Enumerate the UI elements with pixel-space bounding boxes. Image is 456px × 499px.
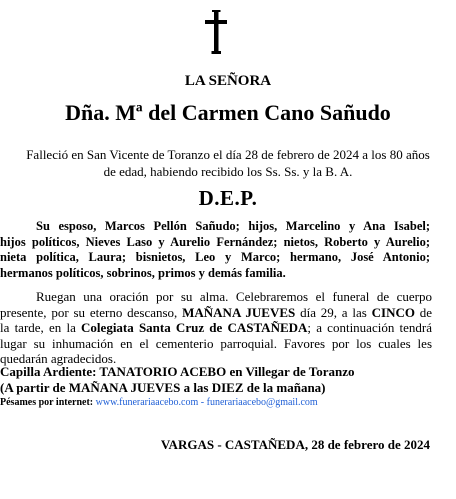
funeral-day: MAÑANA JUEVES [182,304,296,320]
website-link[interactable]: www.funerariaacebo.com [95,397,199,408]
prayer-line: presente, por su eterno descanso, MAÑANA JUEVES día 29, a las CINCO de [0,304,433,320]
death-line: de edad, habiendo recibido los Ss. Ss. y la B. A. [103,164,353,179]
prayer-line: Ruegan una oración por su alma. Celebraremos el funeral de cuerpo [36,289,432,304]
family-line: Su esposo, Marcos Pellón Sañudo; hijos, Marcelino y Ana Isabel; [36,219,430,233]
prayer-line: la tarde, en la Colegiata Santa Cruz de CASTAÑEDA; a continuación tendrá [0,320,433,335]
death-notice [0,146,456,180]
funeral-church: Colegiata Santa Cruz de CASTAÑEDA [81,320,308,335]
deceased-name: Dña. Mª del Carmen Cano Sañudo [65,100,391,125]
chapel-location: Capilla Ardiente: TANATORIO ACEBO en Villegar de Toranzo [0,364,355,379]
family-line: hijos políticos, Nieves Laso y Aurelio Fernández; nietos, Roberto y Aurelio; [0,234,430,249]
cross-icon [204,10,228,54]
family-paragraph [0,219,430,281]
family-line: nieta política, Laura; bisnietos, Leo y Marco; hermano, José Antonio; [0,250,430,264]
prayer-line: lugar su inhumación en el cementerio parroquial. Favores por los cuales les [0,335,432,351]
title-prefix: LA SEÑORA [184,73,272,89]
link-separator: - [200,397,205,408]
prayer-paragraph [0,289,432,367]
chapel-time: (A partir de MAÑANA JUEVES a las DIEZ de la mañana) [0,380,326,395]
family-line: hermanos políticos, sobrinos, primos y demás familia. [0,265,286,280]
prayer-line: quedarán agradecidos. [0,351,117,366]
email-link[interactable]: funerariaacebo@gmail.com [206,397,318,408]
funeral-hour: CINCO [371,304,415,320]
place-date-footer: VARGAS - CASTAÑEDA, 28 de febrero de 2024 [160,437,430,452]
dep-heading: D.E.P. [198,186,258,210]
death-line: Falleció en San Vicente de Toranzo el día 28 de febrero de 2024 a los 80 años [26,147,430,162]
condolences-label: Pésames por internet: [0,397,94,408]
condolences-line [0,397,318,408]
